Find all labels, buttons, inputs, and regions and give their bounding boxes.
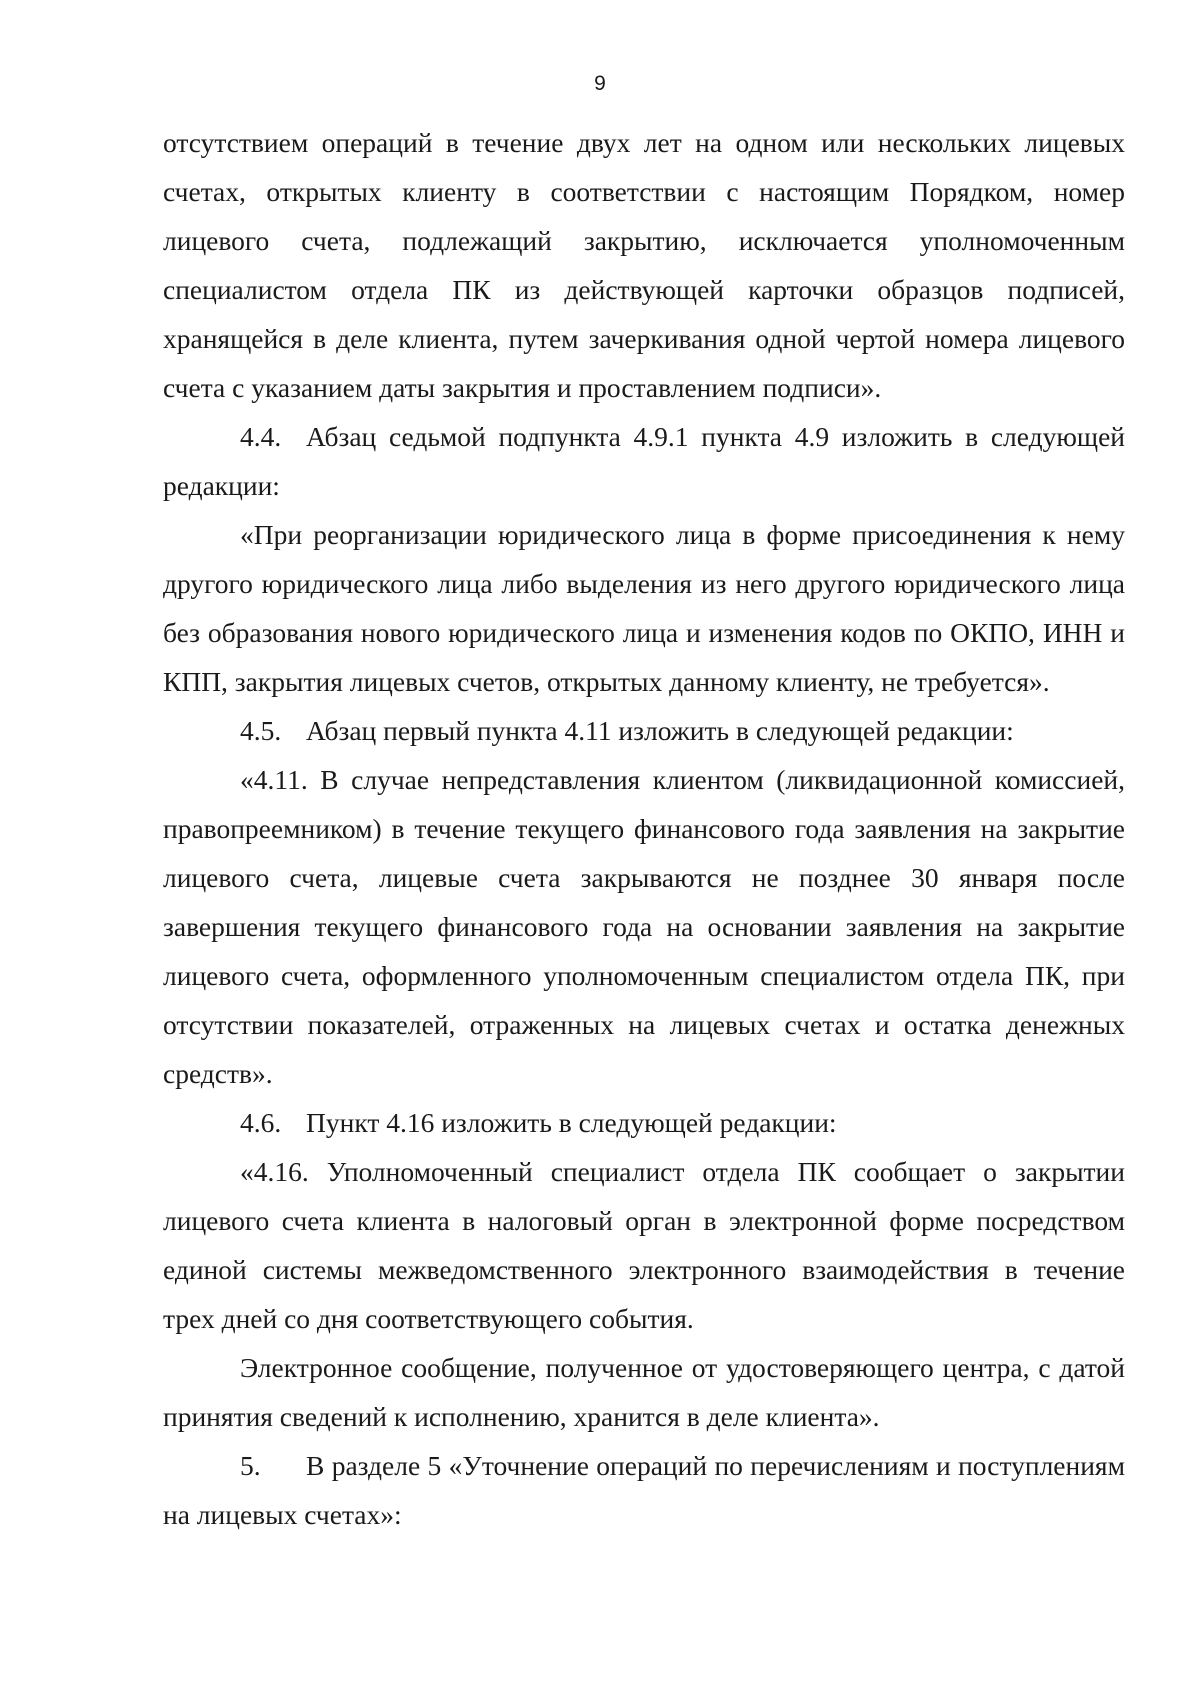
- paragraph-numbered-4-4: [163, 412, 1125, 510]
- page-number: 9: [594, 72, 606, 95]
- paragraph-quote: [163, 510, 1125, 706]
- paragraph-number: 4.4.: [240, 421, 282, 452]
- paragraph-text: Пункт 4.16 изложить в следующей редакции:: [306, 1107, 837, 1138]
- paragraph-body: [163, 1343, 1125, 1441]
- paragraph-text: «4.11. В случае непредставления клиентом (ликвидационной комиссией, правопреемником) в течение текущего финансового года заявления на закрытие лицевого счета, лицевые счета закрываются не позднее 30 января после завершения текущего финансового года на основании заявления на закрытие лицевого счета, оформленного уполномоченным специалистом отдела ПК, при отсутствии показателей, отраженных на лицевых счетах и остатка денежных средств».: [163, 764, 1125, 1089]
- paragraph-number: 4.6.: [240, 1107, 282, 1138]
- paragraph-text: Абзац седьмой подпункта 4.9.1 пункта 4.9 изложить в следующей редакции:: [163, 421, 1125, 501]
- paragraph-text: Абзац первый пункта 4.11 изложить в следующей редакции:: [306, 715, 1014, 746]
- paragraph-text: отсутствием операций в течение двух лет на одном или нескольких лицевых счетах, открытых клиенту в соответствии с настоящим Порядком, номер лицевого счета, подлежащий закрытию, исключается уполномоченным специалистом отдела ПК из действующей карточки образцов подписей, хранящейся в деле клиента, путем зачеркивания одной чертой номера лицевого счета с указанием даты закрытия и проставлением подписи».: [163, 127, 1125, 403]
- paragraph-numbered-5: [163, 1441, 1125, 1539]
- paragraph-numbered-4-6: [163, 1098, 1125, 1147]
- paragraph-text: В разделе 5 «Уточнение операций по перечислениям и поступлениям на лицевых счетах»:: [163, 1450, 1125, 1530]
- paragraph-quote: [163, 755, 1125, 1098]
- paragraph-number: 4.5.: [240, 715, 282, 746]
- paragraph-numbered-4-5: [163, 706, 1125, 755]
- paragraph-text: «4.16. Уполномоченный специалист отдела ПК сообщает о закрытии лицевого счета клиента в налоговый орган в электронной форме посредством единой системы межведомственного электронного взаимодействия в течение трех дней со дня соответствующего события.: [163, 1156, 1125, 1334]
- paragraph-text: «При реорганизации юридического лица в форме присоединения к нему другого юридического лица либо выделения из него другого юридического лица без образования нового юридического лица и изменения кодов по ОКПО, ИНН и КПП, закрытия лицевых счетов, открытых данному клиенту, не требуется».: [163, 519, 1125, 697]
- paragraph-text: Электронное сообщение, полученное от удостоверяющего центра, с датой принятия сведений к исполнению, хранится в деле клиента».: [163, 1352, 1125, 1432]
- paragraph-number: 5.: [240, 1450, 261, 1481]
- document-body: [163, 118, 1125, 1539]
- paragraph-continuation: [163, 118, 1125, 412]
- paragraph-quote: [163, 1147, 1125, 1343]
